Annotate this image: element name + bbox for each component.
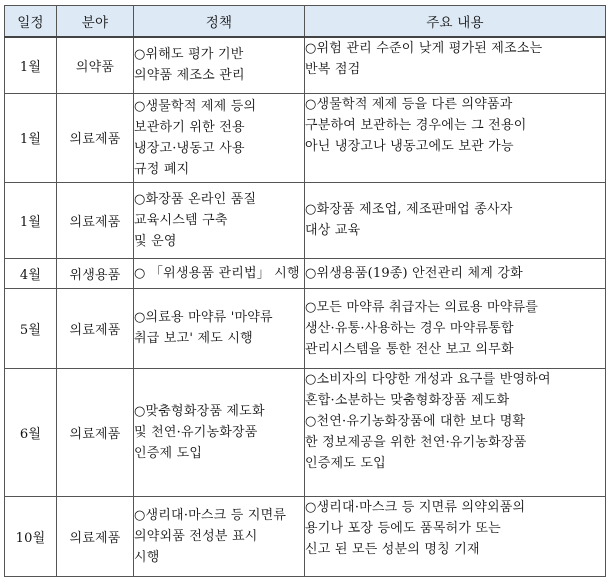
content-line: ○생물학적 제제 등을 다른 의약품과 [305, 96, 513, 112]
policy-cell [134, 368, 305, 496]
table-row [5, 368, 606, 496]
content-bullet [305, 38, 605, 80]
policy-line: 교육시스템 구축 [134, 212, 228, 228]
content-line: 생산·유통·사용하는 경우 마약류통합 [305, 320, 514, 336]
header-policy: 정책 [134, 6, 305, 38]
field-cell: 의약품 [57, 37, 134, 93]
content-line: ○화장품 제조업, 제조판매업 종사자 [305, 202, 513, 218]
policy-line: 인증제 도입 [134, 445, 203, 461]
content-line: 관리시스템을 통한 전산 보고 의무화 [305, 341, 514, 357]
content-cell [305, 37, 606, 93]
content-cell [305, 368, 606, 496]
schedule-cell: 10월 [5, 496, 57, 576]
content-cell [305, 288, 606, 368]
policy-line: 의약품 제조소 관리 [134, 68, 245, 84]
policy-cell [134, 37, 305, 93]
content-line: ○위생용품(19종) 안전관리 체계 강화 [305, 265, 523, 281]
table-row [5, 288, 606, 368]
content-bullet [305, 263, 605, 284]
content-line: 대상 교육 [305, 223, 361, 239]
policy-cell [134, 183, 305, 258]
content-bullet [305, 369, 605, 411]
field-cell: 의료제품 [57, 93, 134, 182]
policy-schedule-table [4, 5, 606, 577]
table-row [5, 93, 606, 182]
content-line: ○생리대·마스크 등 지면류 의약외품의 [305, 499, 526, 515]
header-field: 분야 [57, 6, 134, 38]
content-line: 인증제도 도입 [305, 455, 386, 471]
content-cell [305, 258, 606, 288]
field-cell: 위생용품 [57, 258, 134, 288]
field-cell: 의료제품 [57, 368, 134, 496]
policy-line: ○생물학적 제제 등의 [134, 98, 257, 114]
field-cell: 의료제품 [57, 496, 134, 576]
policy-line: 취급 보고' 제도 시행 [134, 331, 253, 347]
policy-line: 및 운영 [134, 233, 177, 249]
schedule-cell: 5월 [5, 288, 57, 368]
header-content: 주요 내용 [305, 6, 606, 38]
header-row [5, 6, 606, 38]
policy-line: 의약외품 전성분 표시 [134, 528, 258, 544]
content-line: 구분하여 보관하는 경우에는 그 전용이 [305, 117, 527, 133]
header-schedule: 일정 [5, 6, 57, 38]
table-row [5, 496, 606, 576]
content-bullet [305, 297, 605, 360]
schedule-cell: 1월 [5, 37, 57, 93]
policy-line: ○생리대·마스크 등 지면류 [134, 507, 287, 523]
content-line: 반복 점검 [305, 62, 361, 77]
content-cell [305, 496, 606, 576]
content-line: 한 정보제공을 위한 천연·유기농화장품 [305, 434, 527, 450]
policy-line: 및 천연·유기농화장품 [134, 424, 258, 440]
policy-line: ○화장품 온라인 품질 [134, 191, 257, 207]
policy-line: 보관하기 위한 전용 [134, 119, 245, 135]
table-row [5, 183, 606, 258]
content-line: 신고 된 모든 성분의 명칭 기재 [305, 541, 480, 557]
policy-cell [134, 288, 305, 368]
field-cell: 의료제품 [57, 183, 134, 258]
content-bullet [305, 411, 605, 474]
schedule-cell: 6월 [5, 368, 57, 496]
policy-line: 시행 [134, 549, 160, 565]
schedule-cell: 1월 [5, 183, 57, 258]
policy-line: ○맞춤형화장품 제도화 [134, 403, 265, 419]
policy-cell [134, 93, 305, 182]
content-cell [305, 93, 606, 182]
content-line: ○위험 관리 수준이 낮게 평가된 제조소는 [305, 41, 543, 56]
field-cell: 의료제품 [57, 288, 134, 368]
content-bullet [305, 199, 605, 241]
table-row [5, 258, 606, 288]
content-line: 아닌 냉장고나 냉동고에도 보관 가능 [305, 138, 514, 154]
schedule-cell: 1월 [5, 93, 57, 182]
table-row [5, 37, 606, 93]
policy-line: 냉장고·냉동고 사용 [134, 140, 245, 156]
content-bullet [305, 497, 605, 560]
content-line: ○천연·유기농화장품에 대한 보다 명확 [305, 413, 526, 429]
policy-line: ○ 「위생용품 관리법」 시행 [134, 265, 300, 281]
content-line: ○소비자의 다양한 개성과 요구를 반영하여 [305, 371, 551, 387]
content-line: ○모든 마약류 취급자는 의료용 마약류를 [305, 299, 539, 315]
content-line: 혼합·소분하는 맞춤형화장품 제도화 [305, 392, 510, 408]
content-line: 용기나 포장 등에도 품목허가 또는 [305, 520, 501, 536]
policy-line: ○위해도 평가 기반 [134, 47, 244, 63]
policy-cell [134, 258, 305, 288]
schedule-cell: 4월 [5, 258, 57, 288]
policy-cell [134, 496, 305, 576]
content-cell [305, 183, 606, 258]
content-bullet [305, 94, 605, 157]
policy-line: ○의료용 마약류 '마약류 [134, 310, 273, 326]
policy-line: 규정 폐지 [134, 161, 190, 177]
